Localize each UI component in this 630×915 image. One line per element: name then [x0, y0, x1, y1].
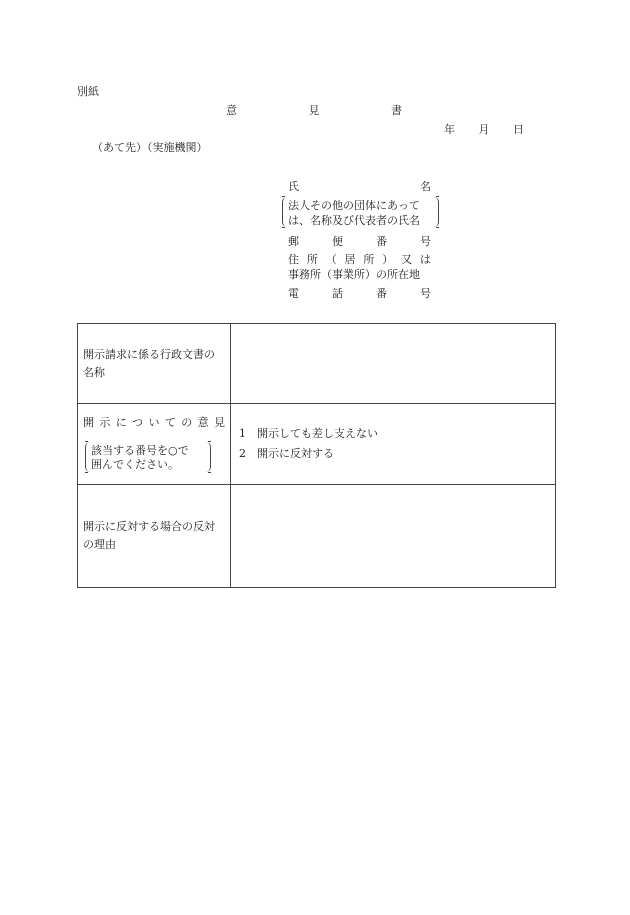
opinion-label-heading	[83, 414, 225, 432]
document-title	[226, 105, 402, 116]
address-char: 所	[363, 253, 375, 266]
phone-number-label	[288, 288, 431, 299]
option-number: 1	[239, 427, 246, 440]
attachment-label: 別紙	[77, 85, 99, 98]
title-char: 書	[391, 104, 402, 117]
postal-char: 号	[420, 235, 431, 248]
opinion-char: 示	[99, 416, 111, 429]
opinion-char: 意	[197, 416, 209, 429]
address-char: 居	[344, 253, 356, 266]
opinion-options	[231, 404, 556, 485]
submitter-name-label	[288, 181, 431, 192]
objection-reason-label	[78, 485, 231, 588]
date-year-char: 年	[444, 123, 455, 136]
postal-char: 郵	[288, 235, 299, 248]
address-char: 所	[306, 253, 318, 266]
opinion-char: の	[181, 416, 193, 429]
address-char: は	[419, 253, 431, 266]
phone-char: 号	[420, 287, 431, 300]
phone-char: 電	[288, 287, 299, 300]
option-text: 開示しても差し支えない	[257, 427, 378, 440]
addressee: （あて先）（実施機関）	[92, 141, 208, 154]
option-no-objection[interactable]	[231, 424, 555, 444]
postal-code-label	[288, 236, 431, 247]
corporate-note-line2: は、名称及び代表者の氏名	[288, 214, 420, 227]
date-month-char: 月	[478, 123, 490, 136]
opinion-table	[77, 323, 556, 588]
address-char: 住	[288, 253, 299, 266]
document-name-label-text: 開示請求に係る行政文書の名称	[83, 347, 215, 379]
name-char: 氏	[288, 180, 299, 193]
instruction-line2: 囲んでください。	[91, 458, 179, 471]
instruction-line1: 該当する番号を○で	[91, 444, 189, 457]
table-row	[78, 324, 556, 404]
document-name-label	[78, 324, 231, 404]
opinion-char: 見	[214, 416, 225, 429]
opinion-char: 開	[83, 416, 94, 429]
instruction-note	[83, 442, 225, 474]
table-row	[78, 485, 556, 588]
address-char: ）	[382, 253, 394, 266]
opinion-label	[78, 404, 231, 485]
address-char: 又	[401, 253, 413, 266]
title-char: 見	[308, 104, 320, 117]
option-number: 2	[239, 447, 246, 460]
table-row	[78, 404, 556, 485]
objection-reason-label-text: 開示に反対する場合の反対の理由	[83, 520, 215, 551]
document-name-field[interactable]	[231, 324, 556, 404]
postal-char: 番	[376, 235, 387, 248]
option-object[interactable]	[231, 444, 555, 464]
corporate-note-line1: 法人その他の団体にあって	[288, 199, 420, 212]
date-day-char: 日	[513, 123, 524, 136]
phone-char: 番	[376, 287, 387, 300]
objection-reason-field[interactable]	[231, 485, 556, 588]
address-label-line2: 事務所（事業所）の所在地	[288, 268, 420, 281]
opinion-char: い	[148, 416, 160, 429]
postal-char: 便	[332, 235, 343, 248]
name-char: 名	[420, 180, 431, 193]
phone-char: 話	[332, 287, 343, 300]
opinion-char: つ	[132, 416, 144, 429]
option-text: 開示に反対する	[257, 447, 334, 460]
date-line	[444, 124, 524, 135]
address-label-line1	[288, 254, 431, 265]
opinion-char: に	[115, 416, 127, 429]
address-char: （	[325, 253, 337, 266]
opinion-char: て	[164, 416, 176, 429]
title-char: 意	[226, 104, 237, 117]
